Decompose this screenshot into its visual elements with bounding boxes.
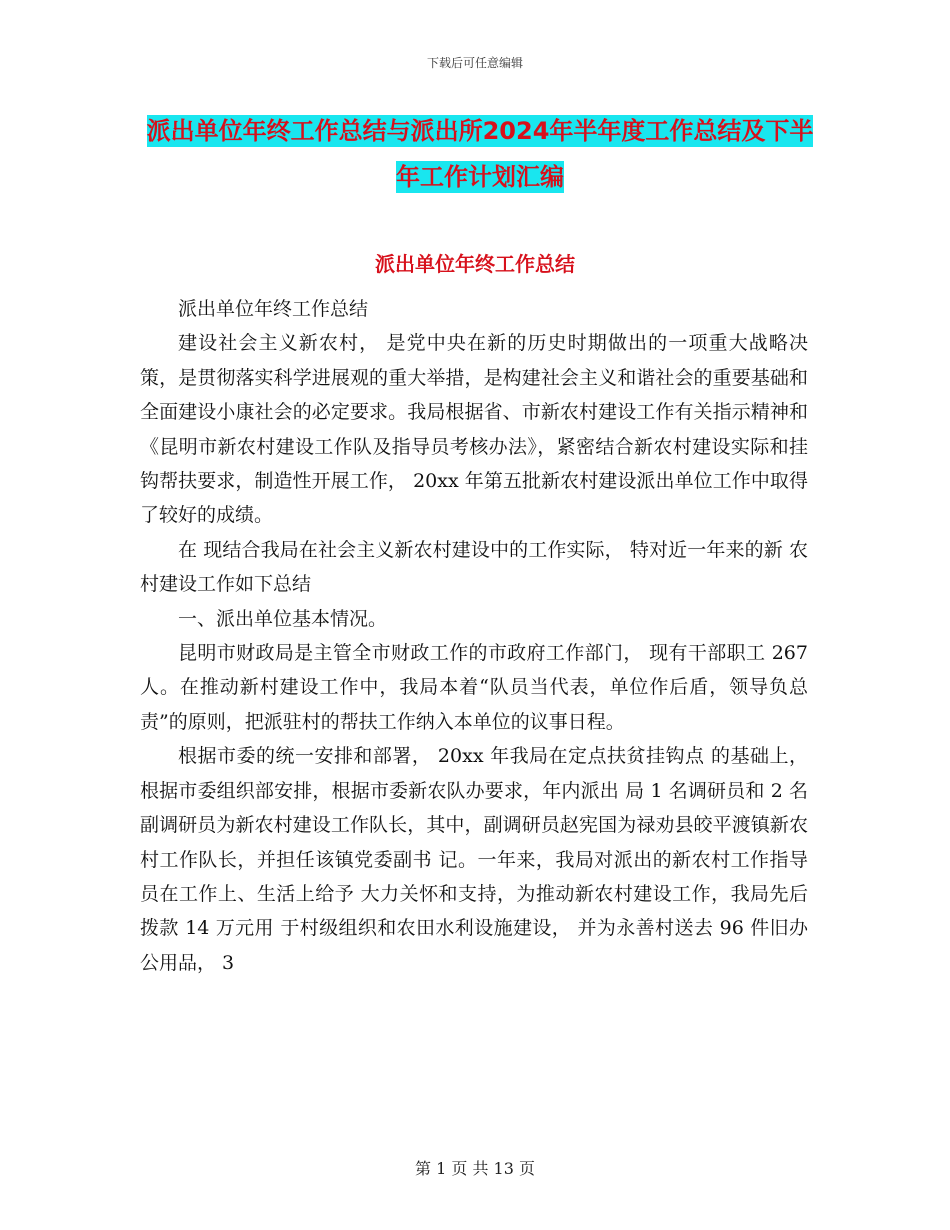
- paragraph: 根据市委的统一安排和部署， 20xx 年我局在定点扶贫挂钩点 的基础上，根据市委组织部安排，根据市委新农队办要求，年内派出 局 1 名调研员和 2 名副调研员为新农村建设工作队长，其中，副调研员赵宪国为禄劝县皎平渡镇新农村工作队长，并担任该镇党委副书 记。一年来，我局对派出的新农村工作指导员在工作上、生活上给予 大力关怀和支持，为推动新农村建设工作，我局先后拨款 14 万元用 于村级组织和农田水利设施建设， 并为永善村送去 96 件旧办公用品， 3: [140, 745, 808, 974]
- paragraph: 派出单位年终工作总结: [178, 298, 369, 320]
- paragraph: 昆明市财政局是主管全市财政工作的市政府工作部门， 现有干部职工 267 人。在推动新村建设工作中，我局本着“队员当代表，单位作后盾，领导负总责”的原则，把派驻村的帮扶工作纳入本单位的议事日程。: [140, 642, 808, 733]
- document-body: [140, 292, 808, 980]
- paragraph: 建设社会主义新农村， 是党中央在新的历史时期做出的一项重大战略决策，是贯彻落实科学进展观的重大举措，是构建社会主义和谐社会的重要基础和全面建设小康社会的必定要求。我局根据省、市新农村建设工作有关指示精神和 《昆明市新农村建设工作队及指导员考核办法》，紧密结合新农村建设实际和挂钩帮扶要求，制造性开展工作， 20xx 年第五批新农村建设派出单位工作中取得了较好的成绩。: [140, 332, 808, 527]
- header-note: 下载后可任意编辑: [426, 56, 523, 70]
- paragraph: 在 现结合我局在社会主义新农村建设中的工作实际， 特对近一年来的新 农村建设工作如下总结: [140, 538, 808, 596]
- document-title: [140, 108, 820, 200]
- page-number-footer: 第 1 页 共 13 页: [415, 1159, 535, 1178]
- document-title-text: 派出单位年终工作总结与派出所2024年半年度工作总结及下半年工作计划汇编: [146, 117, 814, 191]
- paragraph: 一、派出单位基本情况。: [178, 607, 388, 630]
- section-title: 派出单位年终工作总结: [375, 252, 575, 276]
